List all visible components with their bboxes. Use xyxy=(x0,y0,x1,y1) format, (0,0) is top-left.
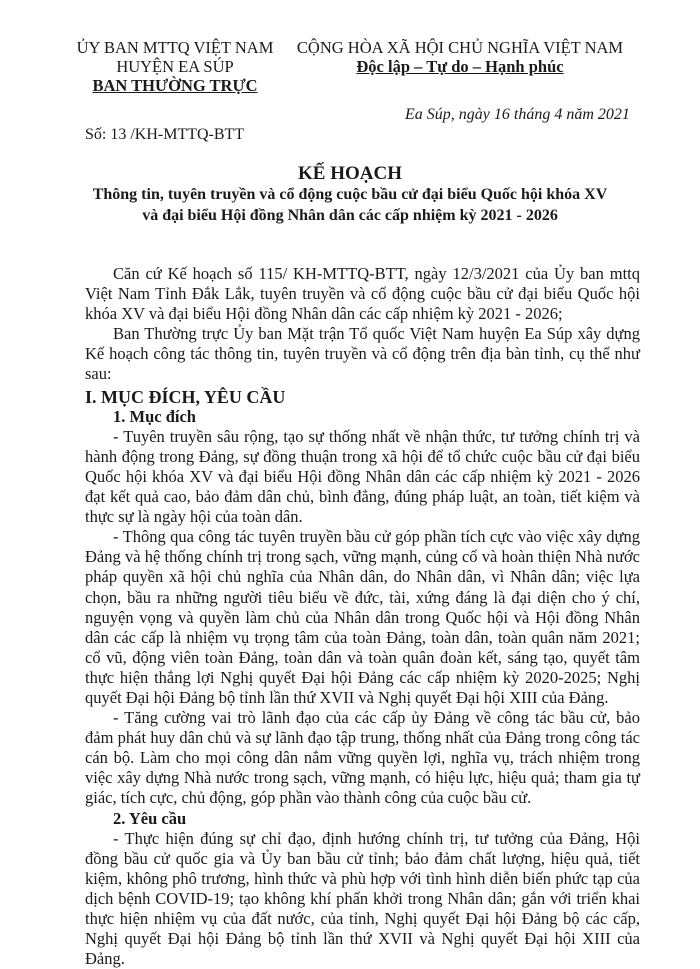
subsection-heading: 2. Yêu cầu xyxy=(113,808,187,828)
section-heading: I. MỤC ĐÍCH, YÊU CẦU xyxy=(85,386,286,407)
document-body xyxy=(85,264,640,969)
paragraph: - Tuyên truyền sâu rộng, tạo sự thống nhất về nhận thức, tư tưởng chính trị và hành động trong Đảng, sự đồng thuận trong xã hội để tổ chức cuộc bầu cử đại biểu Quốc hội khóa XV và đại biểu Hội đồng Nhân dân các cấp nhiệm kỳ 2021 - 2026 đạt kết quả cao, bảo đảm dân chủ, bình đẳng, đúng pháp luật, an toàn, tiết kiệm và thực sự là ngày hội của toàn dân. xyxy=(85,426,640,527)
issuing-agency xyxy=(70,38,280,95)
national-header xyxy=(290,38,630,76)
subtitle-line-1: Thông tin, tuyên truyền và cổ động cuộc bầu cử đại biểu Quốc hội khóa XV xyxy=(92,186,608,203)
paragraph: Căn cứ Kế hoạch số 115/ KH-MTTQ-BTT, ngày 12/3/2021 của Ủy ban mttq Việt Nam Tỉnh Đắk Lắk, tuyên truyền và cổ động cuộc bầu cử đại biểu Quốc hội khóa XV và đại biểu Hội đồng Nhân dân các cấp nhiệm kỳ 2021 - 2026; xyxy=(85,264,640,324)
agency-line-3: BAN THƯỜNG TRỰC xyxy=(92,76,258,95)
paragraph: - Thông qua công tác tuyên truyền bầu cử góp phần tích cực vào việc xây dựng Đảng và hệ thống chính trị trong sạch, vững mạnh, củng cố và hoàn thiện Nhà nước pháp quyền xã hội chủ nghĩa của Nhân dân, do Nhân dân, vì Nhân dân; việc lựa chọn, bầu ra những người tiêu biểu về đức, tài, xứng đáng là đại diện cho ý chí, nguyện vọng và quyền làm chủ của Nhân dân trong Quốc hội và Hội đồng Nhân dân các cấp là nhiệm vụ trọng tâm của toàn Đảng, toàn dân, toàn quân năm 2021; cổ vũ, động viên toàn Đảng, toàn dân và toàn quân đoàn kết, sáng tạo, quyết tâm thực hiện thắng lợi Nghị quyết Đại hội Đảng các cấp nhiệm kỳ 2020-2025; Nghị quyết Đại hội Đảng bộ tỉnh lần thứ XVII và Nghị quyết Đại hội XIII của Đảng. xyxy=(85,527,640,707)
date-line: Ea Súp, ngày 16 tháng 4 năm 2021 xyxy=(405,106,630,123)
agency-line-1: ỦY BAN MTTQ VIỆT NAM xyxy=(76,38,274,57)
national-motto: Độc lập – Tự do – Hạnh phúc xyxy=(356,57,564,76)
paragraph: - Tăng cường vai trò lãnh đạo của các cấp ủy Đảng về công tác bầu cử, bảo đảm phát huy dân chủ và sự lãnh đạo tập trung, thống nhất của Đảng trong công tác cán bộ. Làm cho mọi công dân nắm vững quyền lợi, nghĩa vụ, trách nhiệm trong việc xây dựng Nhà nước trong sạch, vững mạnh, có hiệu lực, hiệu quả; tham gia tự giác, tích cực, chủ động, góp phần vào thành công của cuộc bầu cử. xyxy=(85,708,640,808)
agency-line-2: HUYỆN EA SÚP xyxy=(116,57,234,76)
document-title: KẾ HOẠCH xyxy=(298,163,402,184)
subsection-heading: 1. Mục đích xyxy=(113,406,196,426)
national-title: CỘNG HÒA XÃ HỘI CHỦ NGHĨA VIỆT NAM xyxy=(296,38,624,57)
subtitle-line-2: và đại biểu Hội đồng Nhân dân các cấp nhiệm kỳ 2021 - 2026 xyxy=(142,207,558,224)
paragraph: - Thực hiện đúng sự chỉ đạo, định hướng chính trị, tư tưởng của Đảng, Hội đồng bầu cử quốc gia và Ủy ban bầu cử tỉnh; bảo đảm chất lượng, hiệu quả, tiết kiệm, không phô trương, hình thức và phù hợp với tình hình diễn biến phức tạp của dịch bệnh COVID-19; tạo không khí phấn khởi trong Nhân dân; gắn với triển khai thực hiện nhiệm vụ của đất nước, của tỉnh, Nghị quyết Đại hội Đảng bộ các cấp, Nghị quyết Đại hội Đảng bộ tỉnh lần thứ XVII và Nghị quyết Đại hội XIII của Đảng. xyxy=(85,828,640,969)
document-subtitle xyxy=(60,184,640,226)
document-number: Số: 13 /KH-MTTQ-BTT xyxy=(85,126,245,143)
paragraph: Ban Thường trực Ủy ban Mặt trận Tổ quốc Việt Nam huyện Ea Súp xây dựng Kế hoạch công tác thông tin, tuyên truyền và cổ động trên địa bàn tỉnh, cụ thể như sau: xyxy=(85,324,640,384)
